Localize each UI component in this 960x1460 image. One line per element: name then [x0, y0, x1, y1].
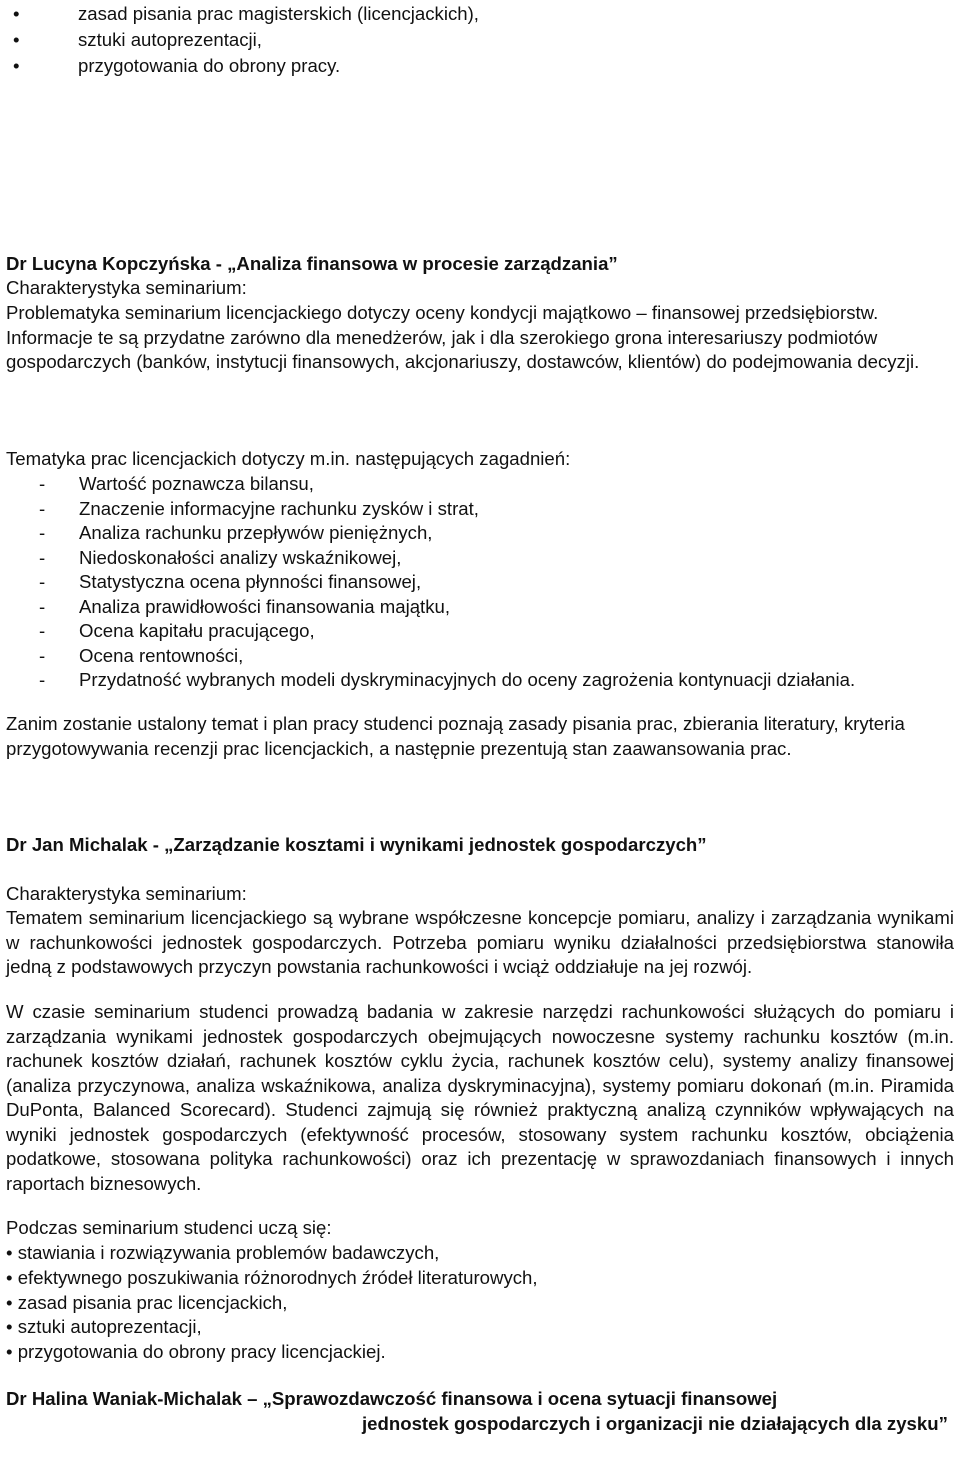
list-item-text: stawiania i rozwiązywania problemów badawczych, [17, 1242, 440, 1263]
list-item-text: Analiza rachunku przepływów pieniężnych, [79, 522, 433, 543]
section2-heading: Dr Jan Michalak - „Zarządzanie kosztami i wynikami jednostek gospodarczych” [6, 834, 707, 855]
section2-learn-list [6, 1241, 954, 1365]
dash-icon: - [39, 522, 46, 543]
bullet-icon: • [6, 1291, 18, 1313]
dash-icon: - [39, 620, 46, 641]
list-item-text: Znaczenie informacyjne rachunku zysków i strat, [79, 497, 479, 519]
list-item [6, 1291, 954, 1316]
dash-icon: - [39, 644, 46, 666]
bullet-icon: • [13, 3, 20, 24]
section2-learn-intro: Podczas seminarium studenci uczą się: [6, 1217, 332, 1238]
section1-description: Problematyka seminarium licencjackiego dotyczy oceny kondycji majątkowo – finansowej przedsiębiorstw. Informacje te są przydatne zarówno dla menedżerów, jak i dla szerokiego grona interesariuszy podmiotów gospodarczych (banków, instytucji finansowych, akcjonariuszy, dostawców, klientów) do podejmowania decyzji. [6, 302, 920, 372]
dash-icon: - [39, 595, 46, 617]
section3-heading-line1: Dr Halina Waniak-Michalak – „Sprawozdawczość finansowa i ocena sytuacji finansowej [6, 1388, 778, 1409]
list-item [6, 54, 954, 80]
section2-para1: Tematem seminarium licencjackiego są wybrane współczesne koncepcje pomiaru, analizy i zarządzania wynikami w rachunkowości jednostek gospodarczych. Potrzeba pomiaru wyniku działalności przedsiębiorstwa stanowiła jedną z podstawowych przyczyn powstania rachunkowości i wciąż oddziałuje na jej rozwój. [6, 907, 954, 977]
section1-topics-list [6, 472, 954, 693]
list-item [6, 472, 954, 497]
section3-heading-line2: jednostek gospodarczych i organizacji nie działających dla zysku” [362, 1413, 948, 1434]
bullet-icon: • [6, 1316, 18, 1338]
list-item [6, 1315, 954, 1340]
list-item [6, 28, 954, 54]
bullet-icon: • [13, 29, 20, 50]
list-item [6, 595, 954, 620]
section2-para2: W czasie seminarium studenci prowadzą badania w zakresie narzędzi rachunkowości służących do pomiaru i zarządzania wynikami jednostek gospodarczych obejmujących nowoczesne systemy rachunku kosztów (m.in. rachunek kosztów działań, rachunek kosztów cyklu życia, rachunek kosztów celu), systemy analizy finansowej (analiza przyczynowa, analiza wskaźnikowa, analiza dyskryminacyjna), systemy pomiaru dokonań (m.in. Piramida DuPonta, Balanced Scorecard). Studenci zajmują się również praktyczną analizą czynników wpływających na wyniki jednostek gospodarczych (efektywność procesów, stosowany system rachunku kosztów, obciążenia podatkowe, stosowana polityka rachunkowości) oraz ich prezentację w sprawozdaniach finansowych i innych raportach biznesowych. [6, 1001, 954, 1194]
bullet-icon: • [6, 1341, 18, 1363]
list-item-text: Niedoskonałości analizy wskaźnikowej, [79, 546, 402, 568]
list-item [6, 619, 954, 644]
list-item [6, 668, 954, 693]
list-item [6, 1241, 954, 1266]
list-item [6, 570, 954, 595]
list-item [6, 546, 954, 571]
dash-icon: - [39, 497, 46, 519]
list-item-text: przygotowania do obrony pracy licencjackiej. [17, 1341, 386, 1363]
list-item [6, 521, 954, 546]
section2-char-label: Charakterystyka seminarium: [6, 883, 247, 904]
list-item-text: Ocena kapitału pracującego, [79, 620, 315, 641]
list-item-text: zasad pisania prac licencjackich, [17, 1291, 288, 1313]
bullet-icon: • [6, 1266, 18, 1288]
list-item-text: Analiza prawidłowości finansowania majątku, [79, 595, 451, 617]
list-item-text: Ocena rentowności, [79, 644, 244, 666]
list-item [6, 1340, 954, 1365]
section1-closing: Zanim zostanie ustalony temat i plan pracy studenci poznają zasady pisania prac, zbierania literatury, kryteria przygotowywania recenzji prac licencjackich, a następnie prezentują stan zaawansowania prac. [6, 713, 905, 759]
dash-icon: - [39, 571, 46, 592]
list-item-text: efektywnego poszukiwania różnorodnych źródeł literaturowych, [17, 1266, 538, 1288]
section1-heading: Dr Lucyna Kopczyńska - „Analiza finansowa w procesie zarządzania” [6, 253, 618, 274]
list-item [6, 1266, 954, 1291]
dash-icon: - [39, 669, 46, 690]
bullet-icon: • [6, 1242, 18, 1263]
dash-icon: - [39, 546, 46, 568]
list-item-text: Wartość poznawcza bilansu, [79, 473, 314, 494]
list-item [6, 644, 954, 669]
section1-topics-intro: Tematyka prac licencjackich dotyczy m.in. następujących zagadnień: [6, 448, 571, 469]
list-item-text: sztuki autoprezentacji, [78, 29, 262, 50]
list-item-text: przygotowania do obrony pracy. [78, 55, 341, 76]
list-item-text: Statystyczna ocena płynności finansowej, [79, 571, 422, 592]
section1-char-label: Charakterystyka seminarium: [6, 277, 247, 298]
list-item [6, 497, 954, 522]
dash-icon: - [39, 473, 46, 494]
list-item-text: zasad pisania prac magisterskich (licencjackich), [78, 3, 479, 24]
list-item-text: Przydatność wybranych modeli dyskryminacyjnych do oceny zagrożenia kontynuacji działania. [79, 669, 856, 690]
bullet-icon: • [13, 55, 20, 76]
top-bullet-list [6, 2, 954, 80]
list-item-text: sztuki autoprezentacji, [17, 1316, 202, 1338]
list-item [6, 2, 954, 28]
